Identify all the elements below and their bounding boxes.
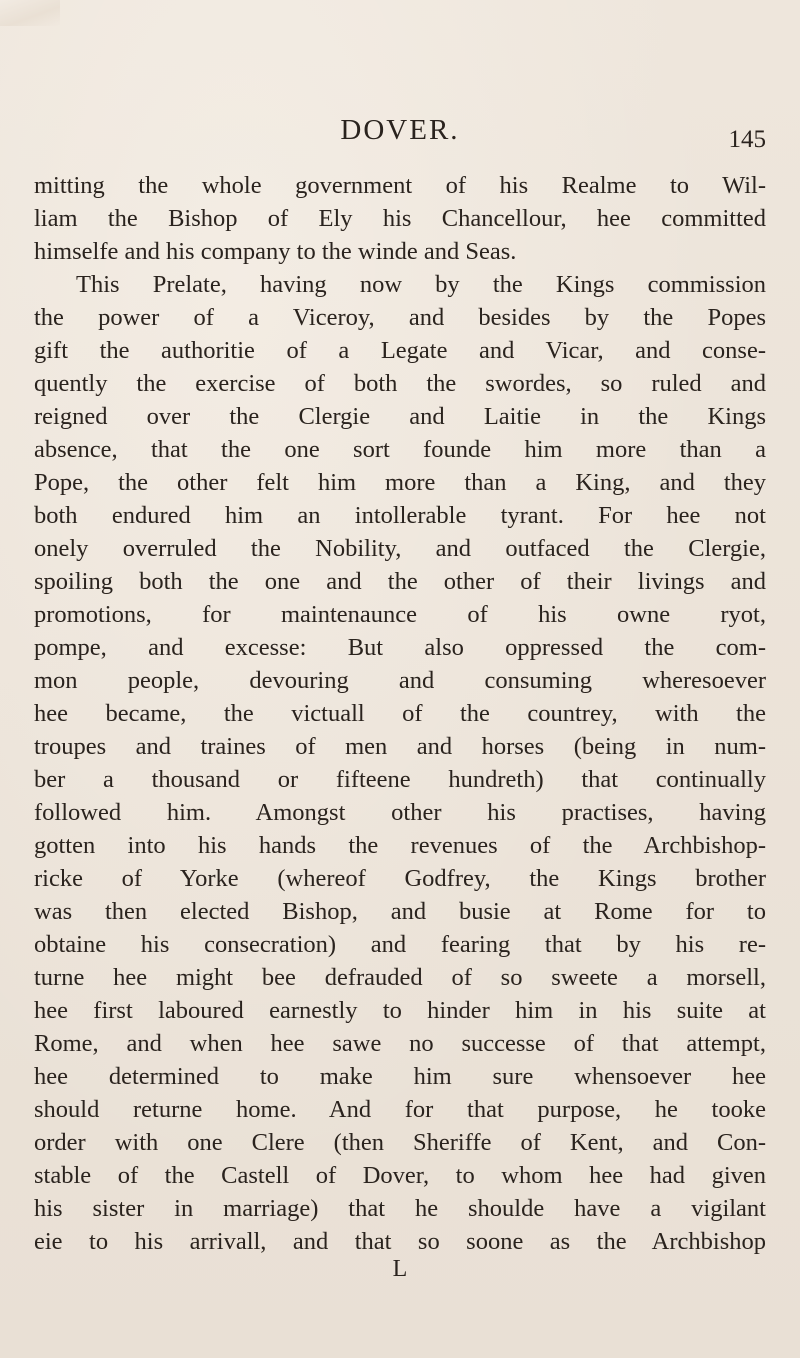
text-line: hee first laboured earnestly to hinder him in his suite at — [34, 997, 766, 1024]
text-line: mitting the whole government of his Realme to Wil- — [34, 172, 766, 199]
text-line: the power of a Viceroy, and besides by the Popes — [34, 304, 766, 331]
running-header-title: DOVER. — [340, 114, 460, 146]
text-line: stable of the Castell of Dover, to whom hee had given — [34, 1162, 766, 1189]
text-line: eie to his arrivall, and that so soone as the Archbishop — [34, 1228, 766, 1255]
text-line: hee became, the victuall of the countrey, with the — [34, 700, 766, 727]
text-line: onely overruled the Nobility, and outfaced the Clergie, — [34, 535, 766, 562]
text-line: his sister in marriage) that he shoulde have a vigilant — [34, 1195, 766, 1222]
text-line: reigned over the Clergie and Laitie in the Kings — [34, 403, 766, 430]
text-line: gotten into his hands the revenues of the Archbishop- — [34, 832, 766, 859]
text-line: order with one Clere (then Sheriffe of Kent, and Con- — [34, 1129, 766, 1156]
page-corner-stain — [0, 0, 60, 26]
text-line: This Prelate, having now by the Kings commission — [76, 271, 766, 298]
text-line: should returne home. And for that purpose, he tooke — [34, 1096, 766, 1123]
text-line: absence, that the one sort founde him more than a — [34, 436, 766, 463]
text-line: was then elected Bishop, and busie at Rome for to — [34, 898, 766, 925]
text-line: troupes and traines of men and horses (being in num- — [34, 733, 766, 760]
text-line: liam the Bishop of Ely his Chancellour, hee committed — [34, 205, 766, 232]
text-line: quently the exercise of both the swordes, so ruled and — [34, 370, 766, 397]
text-line: ber a thousand or fifteene hundreth) that continually — [34, 766, 766, 793]
text-line: pompe, and excesse: But also oppressed the com- — [34, 634, 766, 661]
text-line: hee determined to make him sure whensoever hee — [34, 1063, 766, 1090]
text-line: himselfe and his company to the winde and Seas. — [34, 238, 517, 265]
text-line: Rome, and when hee sawe no successe of that attempt, — [34, 1030, 766, 1057]
text-line: ricke of Yorke (whereof Godfrey, the Kings brother — [34, 865, 766, 892]
text-line: followed him. Amongst other his practises, having — [34, 799, 766, 826]
text-line: obtaine his consecration) and fearing that by his re- — [34, 931, 766, 958]
text-line: turne hee might bee defrauded of so sweete a morsell, — [34, 964, 766, 991]
text-line: gift the authoritie of a Legate and Vicar, and conse- — [34, 337, 766, 364]
signature-mark: L — [392, 1256, 408, 1282]
text-line: promotions, for maintenaunce of his owne ryot, — [34, 601, 766, 628]
text-line: both endured him an intollerable tyrant. For hee not — [34, 502, 766, 529]
page-number: 145 — [728, 126, 766, 153]
text-line: Pope, the other felt him more than a King, and they — [34, 469, 766, 496]
text-line: mon people, devouring and consuming wheresoever — [34, 667, 766, 694]
text-line: spoiling both the one and the other of their livings and — [34, 568, 766, 595]
